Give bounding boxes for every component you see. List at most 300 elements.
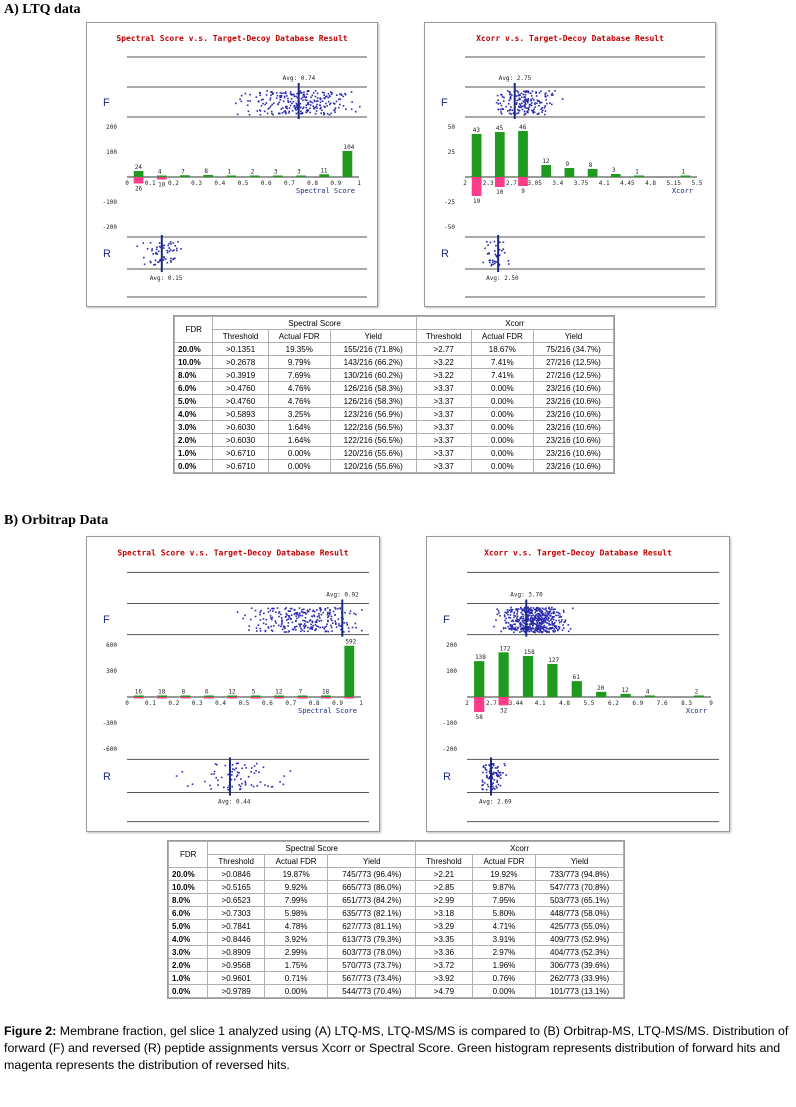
forward-dot [555, 627, 557, 629]
forward-dot [305, 97, 307, 99]
forward-dot [273, 608, 275, 610]
forward-dot [244, 615, 246, 617]
forward-dot [537, 615, 539, 617]
xcorr-header: Xcorr [416, 842, 624, 855]
forward-dot [507, 626, 509, 628]
forward-dot [551, 618, 553, 620]
forward-dot [264, 104, 266, 106]
forward-dot [302, 629, 304, 631]
forward-dot [338, 107, 340, 109]
forward-dot [508, 100, 510, 102]
table-row [175, 408, 614, 421]
forward-dot [332, 622, 334, 624]
forward-dot [291, 103, 293, 105]
forward-avg-label: Avg: 3.70 [510, 591, 543, 599]
table-cell: >3.92 [416, 972, 472, 985]
forward-dot [497, 95, 499, 97]
forward-dot [272, 93, 274, 95]
forward-dot [296, 618, 298, 620]
forward-dot [510, 106, 512, 108]
reverse-dot [504, 252, 506, 254]
forward-dot [498, 610, 500, 612]
forward-bar [634, 176, 644, 178]
forward-dot [307, 631, 309, 633]
table-row [169, 894, 624, 907]
table-cell: >0.6710 [213, 447, 268, 460]
forward-dot [336, 626, 338, 628]
forward-dot [559, 628, 561, 630]
forward-dot [333, 611, 335, 613]
forward-dot [314, 611, 316, 613]
forward-dot [553, 616, 555, 618]
forward-dot [527, 628, 529, 630]
chart-title: Spectral Score v.s. Target-Decoy Database Result [117, 548, 349, 558]
forward-dot [298, 614, 300, 616]
reverse-dot [496, 767, 498, 769]
forward-dot [314, 630, 316, 632]
orbi-table-body [169, 868, 624, 998]
y-tick-label: -200 [442, 745, 457, 753]
forward-dot [530, 92, 532, 94]
forward-dot [300, 90, 302, 92]
forward-dot [493, 626, 495, 628]
table-cell: 155/216 (71.8%) [330, 343, 416, 356]
forward-dot [352, 627, 354, 629]
reverse-dot [238, 784, 240, 786]
forward-bar [518, 131, 528, 177]
table-cell: 262/773 (33.9%) [536, 972, 624, 985]
forward-dot [517, 615, 519, 617]
forward-dot [533, 99, 535, 101]
forward-dot [338, 625, 340, 627]
forward-bar [572, 681, 582, 697]
forward-dot [326, 625, 328, 627]
forward-dot [320, 610, 322, 612]
forward-dot [513, 632, 515, 634]
forward-dot [299, 613, 301, 615]
forward-dot [532, 622, 534, 624]
forward-dot [313, 614, 315, 616]
forward-bar-label: 2 [250, 168, 255, 176]
forward-bar [319, 174, 329, 177]
reverse-dot [176, 248, 178, 250]
reverse-dot [264, 784, 266, 786]
reverse-dot [504, 765, 506, 767]
reverse-dot [167, 252, 169, 254]
forward-dot [519, 110, 521, 112]
reverse-dot [144, 263, 146, 265]
forward-dot [285, 113, 287, 115]
reverse-dot [215, 777, 217, 779]
reverse-dot [256, 763, 258, 765]
forward-dot [266, 90, 268, 92]
forward-avg-label: Avg: 2.75 [498, 75, 532, 82]
forward-dot [522, 609, 524, 611]
x-tick-label: 0.1 [144, 699, 156, 707]
forward-bar [134, 695, 144, 697]
forward-dot [260, 630, 262, 632]
forward-dot [355, 614, 357, 616]
forward-dot [534, 616, 536, 618]
table-cell: 570/773 (73.7%) [328, 959, 416, 972]
reverse-dot [486, 789, 488, 791]
reverse-dot [502, 772, 504, 774]
forward-dot [530, 623, 532, 625]
forward-dot [334, 614, 336, 616]
reverse-avg-label: Avg: 0.44 [217, 798, 251, 806]
table-cell: 0.00% [471, 434, 533, 447]
reverse-dot [279, 781, 281, 783]
forward-dot [552, 616, 554, 618]
forward-dot [551, 93, 553, 95]
reverse-bar [134, 177, 144, 184]
forward-dot [545, 617, 547, 619]
forward-dot [550, 613, 552, 615]
reverse-dot [244, 781, 246, 783]
forward-dot [270, 97, 272, 99]
table-row [169, 920, 624, 933]
reverse-dot [488, 252, 490, 254]
forward-dot [532, 98, 534, 100]
reverse-dot [482, 772, 484, 774]
reverse-dot [487, 786, 489, 788]
reverse-dot [256, 785, 258, 787]
x-tick-label: 4.1 [534, 699, 546, 707]
forward-dot [531, 95, 533, 97]
reverse-dot [170, 249, 172, 251]
forward-dot [286, 614, 288, 616]
x-tick-label: 0.9 [330, 180, 342, 187]
forward-dot [516, 95, 518, 97]
reverse-bar-label: 58 [475, 714, 483, 722]
forward-dot [500, 109, 502, 111]
forward-dot [503, 100, 505, 102]
forward-dot [549, 610, 551, 612]
forward-dot [305, 625, 307, 627]
forward-bar [157, 695, 167, 697]
forward-dot [543, 613, 545, 615]
reverse-dot [231, 771, 233, 773]
forward-dot [310, 627, 312, 629]
forward-bar-label: 24 [134, 164, 142, 171]
forward-dot [263, 613, 265, 615]
forward-dot [344, 612, 346, 614]
forward-dot [259, 612, 261, 614]
forward-dot [338, 623, 340, 625]
forward-dot [245, 93, 247, 95]
orbi-spectral-chart [87, 537, 379, 831]
forward-dot [266, 102, 268, 104]
forward-dot [533, 607, 535, 609]
forward-dot [288, 618, 290, 620]
forward-dot [536, 624, 538, 626]
table-cell: 603/773 (78.0%) [328, 946, 416, 959]
table-cell: >3.37 [416, 395, 471, 408]
x-tick-label: 3.4 [552, 180, 564, 187]
table-cell: 635/773 (82.1%) [328, 907, 416, 920]
forward-dot [286, 95, 288, 97]
forward-bar-label: 46 [519, 124, 527, 131]
forward-dot [285, 93, 287, 95]
table-cell: 10.0% [175, 356, 213, 369]
forward-dot [529, 608, 531, 610]
forward-dot [548, 608, 550, 610]
reverse-dot [173, 242, 175, 244]
forward-dot [532, 90, 534, 92]
forward-dot [325, 103, 327, 105]
reverse-bar [298, 697, 308, 699]
forward-dot [280, 108, 282, 110]
forward-dot [280, 92, 282, 94]
forward-dot [520, 623, 522, 625]
forward-dot [534, 609, 536, 611]
forward-dot [275, 622, 277, 624]
forward-dot [283, 626, 285, 628]
reverse-dot [498, 784, 500, 786]
forward-bar-label: 1 [227, 168, 232, 176]
reverse-dot [240, 778, 242, 780]
reverse-dot [482, 781, 484, 783]
forward-dot [521, 631, 523, 633]
reverse-dot [177, 241, 179, 243]
forward-dot [296, 113, 298, 115]
forward-dot [258, 101, 260, 103]
forward-dot [553, 624, 555, 626]
forward-dot [327, 113, 329, 115]
table-cell: 613/773 (79.3%) [328, 933, 416, 946]
table-cell: 547/773 (70.8%) [536, 881, 624, 894]
forward-bar [588, 169, 598, 177]
table-cell: 9.79% [268, 356, 330, 369]
reverse-dot [494, 263, 496, 265]
table-cell: >0.1351 [213, 343, 268, 356]
x-tick-label: 2.7 [485, 699, 497, 707]
forward-dot [330, 625, 332, 627]
forward-dot [495, 619, 497, 621]
forward-dot [521, 93, 523, 95]
forward-dot [541, 617, 543, 619]
orbi-fdr-table [168, 841, 624, 998]
forward-bar-label: 104 [343, 144, 355, 151]
table-cell: 3.0% [169, 946, 208, 959]
reverse-dot [214, 771, 216, 773]
table-cell: 27/216 (12.5%) [533, 369, 613, 382]
forward-bar-label: 18 [321, 688, 330, 696]
x-tick-label: 4.8 [645, 180, 657, 187]
forward-dot [299, 624, 301, 626]
x-axis-label: Xcorr [671, 187, 693, 195]
forward-dot [496, 608, 498, 610]
reverse-dot [235, 767, 237, 769]
forward-dot [343, 96, 345, 98]
forward-dot [542, 631, 544, 633]
forward-dot [562, 629, 564, 631]
forward-dot [557, 615, 559, 617]
forward-dot [324, 627, 326, 629]
forward-dot [510, 628, 512, 630]
forward-dot [549, 624, 551, 626]
reverse-dot [500, 772, 502, 774]
spectral-header: Spectral Score [208, 842, 416, 855]
forward-dot [324, 106, 326, 108]
x-tick-label: 0.2 [168, 699, 180, 707]
forward-dot [542, 627, 544, 629]
x-tick-label: 5.5 [583, 699, 595, 707]
forward-dot [285, 616, 287, 618]
forward-dot [344, 93, 346, 95]
reverse-dot [491, 264, 493, 266]
forward-dot [551, 621, 553, 623]
reverse-dot [498, 774, 500, 776]
forward-dot [302, 112, 304, 114]
forward-dot [536, 102, 538, 104]
table-cell: >3.36 [416, 946, 472, 959]
reverse-label: R [443, 770, 451, 783]
forward-dot [281, 93, 283, 95]
reverse-dot [143, 242, 145, 244]
forward-dot [511, 620, 513, 622]
forward-dot [239, 98, 241, 100]
forward-dot [555, 615, 557, 617]
reverse-dot [486, 772, 488, 774]
forward-dot [501, 94, 503, 96]
forward-dot [521, 102, 523, 104]
table-cell: >3.37 [416, 460, 471, 473]
forward-dot [507, 609, 509, 611]
forward-dot [306, 100, 308, 102]
reverse-bar [227, 697, 237, 699]
forward-dot [272, 114, 274, 116]
forward-dot [265, 630, 267, 632]
forward-dot [270, 615, 272, 617]
table-cell: 0.0% [175, 460, 213, 473]
forward-dot [546, 632, 548, 634]
table-cell: >3.37 [416, 408, 471, 421]
forward-dot [316, 106, 318, 108]
table-row [175, 434, 614, 447]
table-cell: 0.00% [471, 421, 533, 434]
forward-dot [554, 628, 556, 630]
threshold-header: Threshold [416, 330, 471, 343]
table-cell: >3.22 [416, 369, 471, 382]
forward-dot [508, 622, 510, 624]
forward-dot [303, 608, 305, 610]
forward-dot [260, 114, 262, 116]
forward-dot [287, 625, 289, 627]
forward-dot [312, 105, 314, 107]
table-cell: 5.80% [472, 907, 536, 920]
forward-dot [508, 103, 510, 105]
forward-dot [518, 92, 520, 94]
forward-dot [519, 631, 521, 633]
forward-bar [251, 695, 261, 697]
reverse-dot [258, 771, 260, 773]
reverse-dot [163, 247, 165, 249]
forward-dot [327, 631, 329, 633]
table-row [175, 447, 614, 460]
reverse-dot [221, 777, 223, 779]
forward-bar-label: 138 [475, 654, 486, 662]
forward-dot [300, 110, 302, 112]
forward-dot [283, 92, 285, 94]
reverse-dot [143, 257, 145, 259]
reverse-bar [472, 177, 482, 196]
reverse-dot [500, 777, 502, 779]
forward-dot [338, 99, 340, 101]
table-cell: >3.37 [416, 421, 471, 434]
reverse-dot [137, 245, 139, 247]
forward-dot [262, 99, 264, 101]
forward-dot [534, 106, 536, 108]
forward-dot [545, 630, 547, 632]
forward-dot [547, 95, 549, 97]
forward-dot [503, 97, 505, 99]
reverse-dot [168, 247, 170, 249]
forward-dot [546, 103, 548, 105]
forward-dot [512, 110, 514, 112]
forward-dot [538, 610, 540, 612]
reverse-bar [344, 697, 354, 699]
forward-dot [279, 95, 281, 97]
forward-dot [307, 621, 309, 623]
table-cell: >0.8446 [208, 933, 264, 946]
panel-ltq-xcorr [424, 22, 716, 307]
forward-dot [350, 610, 352, 612]
table-cell: 9.92% [264, 881, 328, 894]
y-tick-label: 200 [446, 642, 457, 650]
forward-dot [256, 630, 258, 632]
forward-dot [513, 621, 515, 623]
table-cell: >0.4760 [213, 382, 268, 395]
table-cell: >2.77 [416, 343, 471, 356]
reverse-avg-label: Avg: 0.15 [149, 275, 183, 282]
forward-bar-label: 8 [588, 162, 593, 169]
table-cell: 122/216 (56.5%) [330, 434, 416, 447]
reverse-dot [240, 786, 242, 788]
forward-dot [516, 102, 518, 104]
section-b-label: B) Orbitrap Data [4, 513, 109, 528]
forward-dot [559, 622, 561, 624]
forward-dot [344, 622, 346, 624]
forward-dot [545, 99, 547, 101]
forward-dot [250, 619, 252, 621]
reverse-dot [227, 774, 229, 776]
forward-dot [355, 627, 357, 629]
forward-bar-label: 172 [499, 645, 511, 653]
forward-bar [296, 176, 306, 178]
table-cell: 627/773 (81.1%) [328, 920, 416, 933]
reverse-dot [283, 784, 285, 786]
forward-dot [519, 94, 521, 96]
table-cell: 4.76% [268, 382, 330, 395]
reverse-dot [156, 249, 158, 251]
forward-dot [517, 621, 519, 623]
forward-dot [276, 97, 278, 99]
forward-dot [315, 621, 317, 623]
forward-dot [548, 618, 550, 620]
reverse-dot [500, 774, 502, 776]
forward-dot [523, 615, 525, 617]
x-tick-label: 6.2 [607, 699, 619, 707]
forward-dot [328, 101, 330, 103]
forward-dot [269, 610, 271, 612]
forward-dot [242, 618, 244, 620]
forward-dot [551, 104, 553, 106]
forward-bar [227, 176, 237, 178]
reverse-dot [283, 775, 285, 777]
forward-bar [645, 695, 655, 697]
forward-dot [281, 624, 283, 626]
